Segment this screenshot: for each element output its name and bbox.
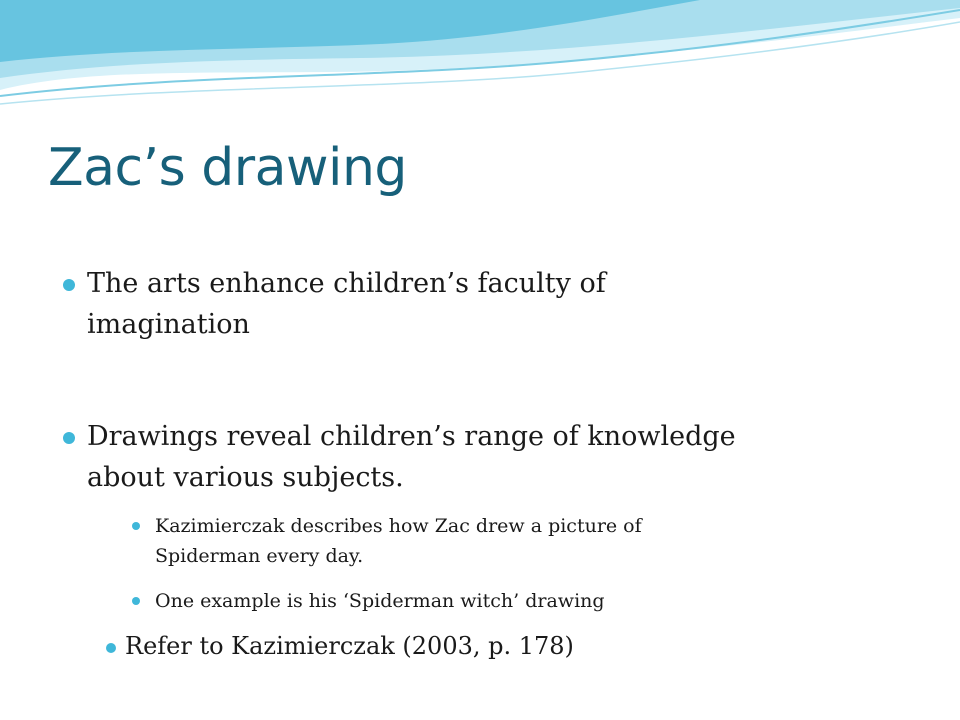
slide-title: Zac’s drawing [48, 138, 407, 198]
bullet-dot-3 [106, 643, 116, 653]
bullet-dot-2 [63, 432, 75, 444]
bullet-1-line-1: The arts enhance children’s faculty of [87, 268, 606, 299]
bullet-2-line-1: Drawings reveal children’s range of knowledge [87, 421, 736, 452]
bullet-2-line-2: about various subjects. [87, 462, 404, 493]
sub-bullet-1-line-1: Kazimierczak describes how Zac drew a picture of [155, 515, 642, 537]
sub-bullet-dot-1 [132, 522, 140, 530]
bullet-3-line-1: Refer to Kazimierczak (2003, p. 178) [125, 632, 574, 660]
sub-bullet-1-line-2: Spiderman every day. [155, 545, 364, 567]
sub-bullet-2-line-1: One example is his ‘Spiderman witch’ drawing [155, 590, 605, 612]
header-wave-decoration [0, 0, 960, 130]
bullet-1-line-2: imagination [87, 309, 250, 340]
sub-bullet-dot-2 [132, 597, 140, 605]
bullet-dot-1 [63, 279, 75, 291]
